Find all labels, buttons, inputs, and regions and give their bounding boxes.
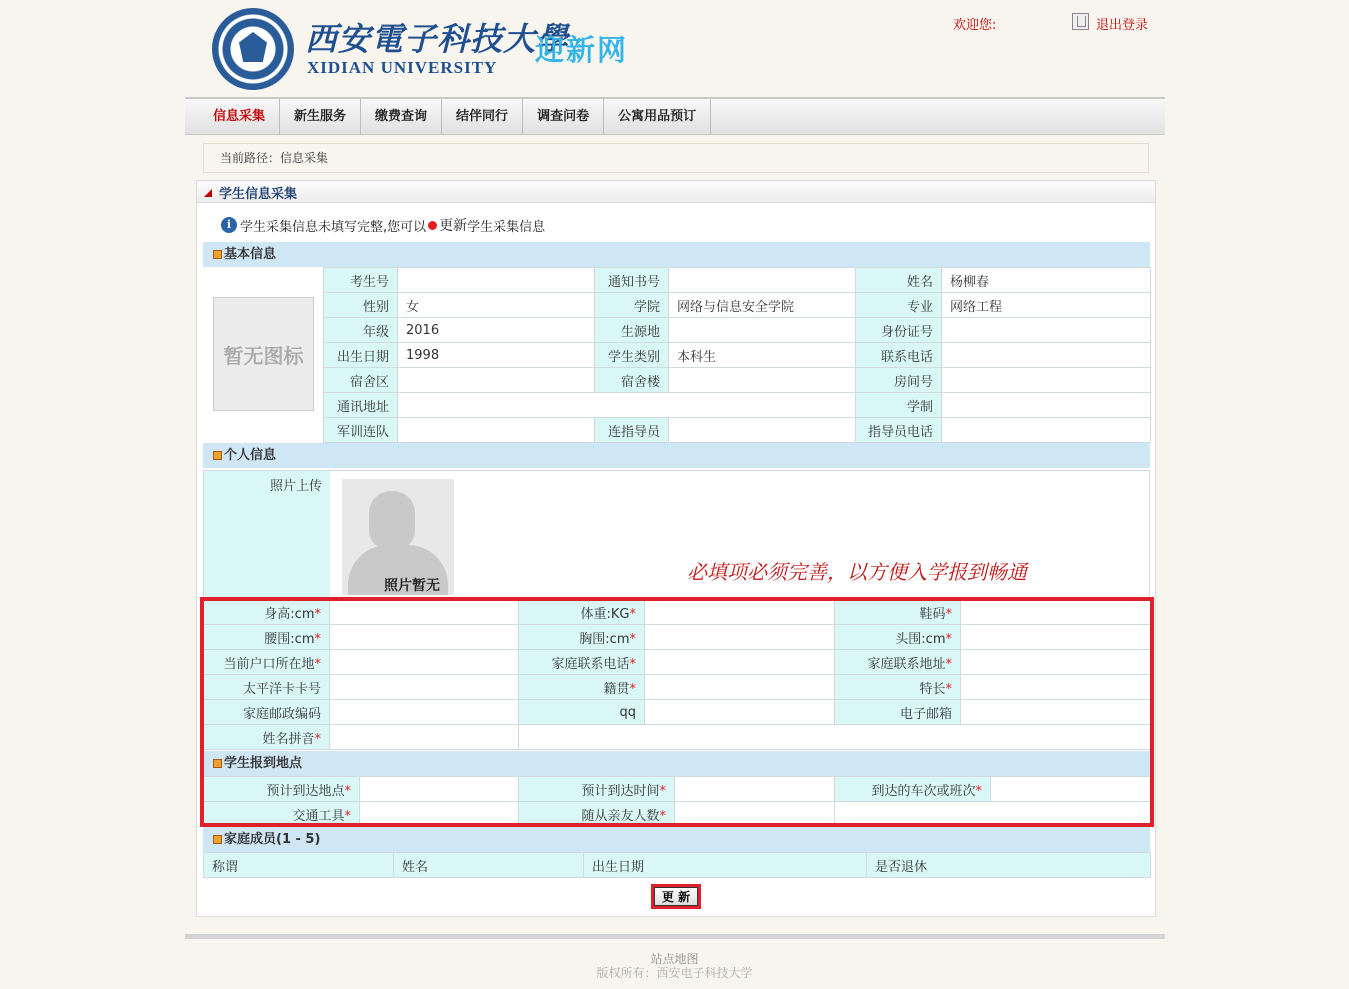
square-icon bbox=[213, 835, 222, 844]
input-qq[interactable] bbox=[645, 700, 835, 725]
site-header bbox=[185, 0, 1165, 97]
section-basic-info bbox=[203, 242, 1150, 267]
label-phone: 联系电话 bbox=[856, 343, 942, 368]
section-arrival-title: 学生报到地点 bbox=[224, 756, 303, 771]
label-arrival-place: 预计到达地点* bbox=[204, 777, 360, 802]
info-icon: i bbox=[221, 217, 237, 233]
value-exam-no bbox=[398, 268, 595, 293]
input-head[interactable] bbox=[961, 625, 1151, 650]
label-waist: 腰围:cm* bbox=[204, 625, 330, 650]
label-specialty: 特长* bbox=[835, 675, 961, 700]
table-row bbox=[204, 650, 1151, 675]
photo-placeholder-text: 照片暂无 bbox=[384, 578, 440, 594]
label-birth: 出生日期 bbox=[324, 343, 398, 368]
value-xuezhi bbox=[942, 393, 1151, 418]
input-arrival-time[interactable] bbox=[675, 777, 835, 802]
label-transport: 交通工具* bbox=[204, 802, 360, 827]
label-instructor: 连指导员 bbox=[595, 418, 669, 443]
university-seal-logo bbox=[212, 8, 294, 90]
label-chest: 胸围:cm* bbox=[519, 625, 645, 650]
table-row bbox=[324, 368, 1151, 393]
square-icon bbox=[213, 250, 222, 259]
footer-divider bbox=[185, 934, 1165, 939]
label-gender: 性别 bbox=[324, 293, 398, 318]
section-personal-info-title: 个人信息 bbox=[224, 448, 277, 463]
table-row bbox=[324, 343, 1151, 368]
person-silhouette-icon bbox=[369, 491, 415, 549]
triangle-icon bbox=[204, 189, 212, 197]
square-icon bbox=[213, 451, 222, 460]
input-chest[interactable] bbox=[645, 625, 835, 650]
notice-text-before: 学生采集信息未填写完整,您可以 bbox=[240, 219, 427, 235]
square-icon bbox=[213, 759, 222, 768]
input-weight[interactable] bbox=[645, 600, 835, 625]
value-gender: 女 bbox=[398, 293, 595, 318]
input-companions[interactable] bbox=[675, 802, 835, 827]
no-icon-placeholder: 暂无图标 bbox=[213, 297, 314, 411]
col-retired: 是否退休 bbox=[867, 853, 1151, 878]
table-row bbox=[324, 268, 1151, 293]
site-name: 迎新网 bbox=[535, 33, 629, 67]
label-qq: qq bbox=[519, 700, 645, 725]
panel-header bbox=[197, 181, 1155, 203]
section-arrival bbox=[203, 751, 1150, 776]
value-dorm-area bbox=[398, 368, 595, 393]
value-origin bbox=[669, 318, 856, 343]
table-row bbox=[204, 625, 1151, 650]
label-address: 通讯地址 bbox=[324, 393, 398, 418]
table-row bbox=[204, 600, 1151, 625]
label-notice-no: 通知书号 bbox=[595, 268, 669, 293]
required-hint: 必填项必须完善，以方便入学报到畅通 bbox=[687, 560, 1027, 584]
welcome-text: 欢迎您: bbox=[953, 18, 997, 33]
label-weight: 体重:KG* bbox=[519, 600, 645, 625]
label-pacific-card: 太平洋卡卡号 bbox=[204, 675, 330, 700]
value-military-company bbox=[398, 418, 595, 443]
label-arrival-time: 预计到达时间* bbox=[519, 777, 675, 802]
value-name: 杨柳春 bbox=[942, 268, 1151, 293]
update-button[interactable]: 更 新 bbox=[654, 887, 698, 906]
nav-tab-travel-together[interactable]: 结伴同行 bbox=[442, 99, 523, 135]
notice-text-after: 学生采集信息 bbox=[467, 219, 546, 235]
table-row bbox=[324, 293, 1151, 318]
empty-cell bbox=[835, 802, 1151, 827]
label-military-company: 军训连队 bbox=[324, 418, 398, 443]
input-pinyin[interactable] bbox=[330, 725, 519, 750]
value-major: 网络工程 bbox=[942, 293, 1151, 318]
label-postcode: 家庭邮政编码 bbox=[204, 700, 330, 725]
table-row bbox=[204, 725, 1151, 750]
label-dorm-area: 宿舍区 bbox=[324, 368, 398, 393]
label-train-no: 到达的车次或班次* bbox=[835, 777, 991, 802]
label-home-phone: 家庭联系电话* bbox=[519, 650, 645, 675]
label-companions: 随从亲友人数* bbox=[519, 802, 675, 827]
table-row bbox=[204, 675, 1151, 700]
table-header-row bbox=[204, 853, 1151, 878]
label-native-place: 籍贯* bbox=[519, 675, 645, 700]
notice-bar bbox=[221, 215, 545, 235]
logout-link[interactable]: 退出登录 bbox=[1096, 18, 1149, 33]
info-collect-panel bbox=[196, 180, 1156, 917]
value-notice-no bbox=[669, 268, 856, 293]
input-hukou[interactable] bbox=[330, 650, 519, 675]
input-height[interactable] bbox=[330, 600, 519, 625]
value-college: 网络与信息安全学院 bbox=[669, 293, 856, 318]
table-row bbox=[204, 700, 1151, 725]
value-instructor bbox=[669, 418, 856, 443]
main-nav bbox=[185, 97, 1165, 135]
nav-tab-fee-query[interactable]: 缴费查询 bbox=[361, 99, 442, 135]
label-room: 房间号 bbox=[856, 368, 942, 393]
value-student-type: 本科生 bbox=[669, 343, 856, 368]
update-dot-icon bbox=[428, 221, 437, 230]
section-basic-info-title: 基本信息 bbox=[224, 247, 277, 262]
input-home-address[interactable] bbox=[961, 650, 1151, 675]
input-specialty[interactable] bbox=[961, 675, 1151, 700]
col-birth: 出生日期 bbox=[584, 853, 867, 878]
empty-cell bbox=[519, 725, 1151, 750]
logo-en-text: XIDIAN UNIVERSITY bbox=[307, 58, 498, 77]
input-shoe-size[interactable] bbox=[961, 600, 1151, 625]
logo-cn-text: 西安電子科技大學 bbox=[305, 20, 570, 58]
section-personal-info bbox=[203, 443, 1150, 468]
label-home-address: 家庭联系地址* bbox=[835, 650, 961, 675]
input-transport[interactable] bbox=[360, 802, 519, 827]
value-dorm-building bbox=[669, 368, 856, 393]
input-arrival-place[interactable] bbox=[360, 777, 519, 802]
value-grade: 2016 bbox=[398, 318, 595, 343]
input-pacific-card[interactable] bbox=[330, 675, 519, 700]
table-row bbox=[324, 418, 1151, 443]
label-pinyin: 姓名拼音* bbox=[204, 725, 330, 750]
nav-tab-info-collect[interactable]: 信息采集 bbox=[185, 99, 280, 135]
col-relation: 称谓 bbox=[204, 853, 394, 878]
family-table bbox=[203, 852, 1151, 878]
label-name: 姓名 bbox=[856, 268, 942, 293]
label-major: 专业 bbox=[856, 293, 942, 318]
section-family bbox=[203, 827, 1150, 852]
value-room bbox=[942, 368, 1151, 393]
update-button-frame bbox=[651, 884, 701, 909]
label-shoe-size: 鞋码* bbox=[835, 600, 961, 625]
label-dorm-building: 宿舍楼 bbox=[595, 368, 669, 393]
value-phone bbox=[942, 343, 1151, 368]
panel-title: 学生信息采集 bbox=[219, 187, 298, 202]
col-name: 姓名 bbox=[394, 853, 584, 878]
table-row bbox=[324, 393, 1151, 418]
sitemap-link[interactable]: 站点地图 bbox=[650, 952, 699, 966]
table-row bbox=[204, 777, 1151, 802]
label-instructor-phone: 指导员电话 bbox=[856, 418, 942, 443]
input-waist[interactable] bbox=[330, 625, 519, 650]
photo-upload-label: 照片上传 bbox=[204, 471, 330, 597]
label-email: 电子邮箱 bbox=[835, 700, 961, 725]
input-email[interactable] bbox=[961, 700, 1151, 725]
arrival-table bbox=[203, 776, 1151, 827]
label-xuezhi: 学制 bbox=[856, 393, 942, 418]
label-college: 学院 bbox=[595, 293, 669, 318]
update-link[interactable]: 更新 bbox=[439, 218, 468, 234]
nav-tab-survey[interactable]: 调查问卷 bbox=[523, 99, 604, 135]
input-postcode[interactable] bbox=[330, 700, 519, 725]
input-native-place[interactable] bbox=[645, 675, 835, 700]
photo-placeholder[interactable] bbox=[342, 479, 454, 595]
basic-info-table bbox=[323, 267, 1151, 443]
personal-info-table bbox=[203, 599, 1151, 750]
label-hukou: 当前户口所在地* bbox=[204, 650, 330, 675]
label-height: 身高:cm* bbox=[204, 600, 330, 625]
nav-tab-freshman-service[interactable]: 新生服务 bbox=[280, 99, 361, 135]
label-origin: 生源地 bbox=[595, 318, 669, 343]
value-address bbox=[398, 393, 856, 418]
copyright-text: 版权所有：西安电子科技大学 bbox=[596, 966, 753, 980]
breadcrumb: 当前路径：信息采集 bbox=[203, 143, 1149, 173]
table-row bbox=[204, 802, 1151, 827]
value-instructor-phone bbox=[942, 418, 1151, 443]
label-head: 头围:cm* bbox=[835, 625, 961, 650]
value-birth: 1998 bbox=[398, 343, 595, 368]
nav-tab-dorm-supplies[interactable]: 公寓用品预订 bbox=[604, 99, 711, 135]
logout-icon[interactable] bbox=[1072, 13, 1089, 30]
label-grade: 年级 bbox=[324, 318, 398, 343]
table-row bbox=[324, 318, 1151, 343]
section-family-title: 家庭成员(1 - 5) bbox=[224, 832, 321, 847]
label-student-type: 学生类别 bbox=[595, 343, 669, 368]
label-id-card: 身份证号 bbox=[856, 318, 942, 343]
value-id-card bbox=[942, 318, 1151, 343]
input-home-phone[interactable] bbox=[645, 650, 835, 675]
input-train-no[interactable] bbox=[991, 777, 1151, 802]
label-exam-no: 考生号 bbox=[324, 268, 398, 293]
